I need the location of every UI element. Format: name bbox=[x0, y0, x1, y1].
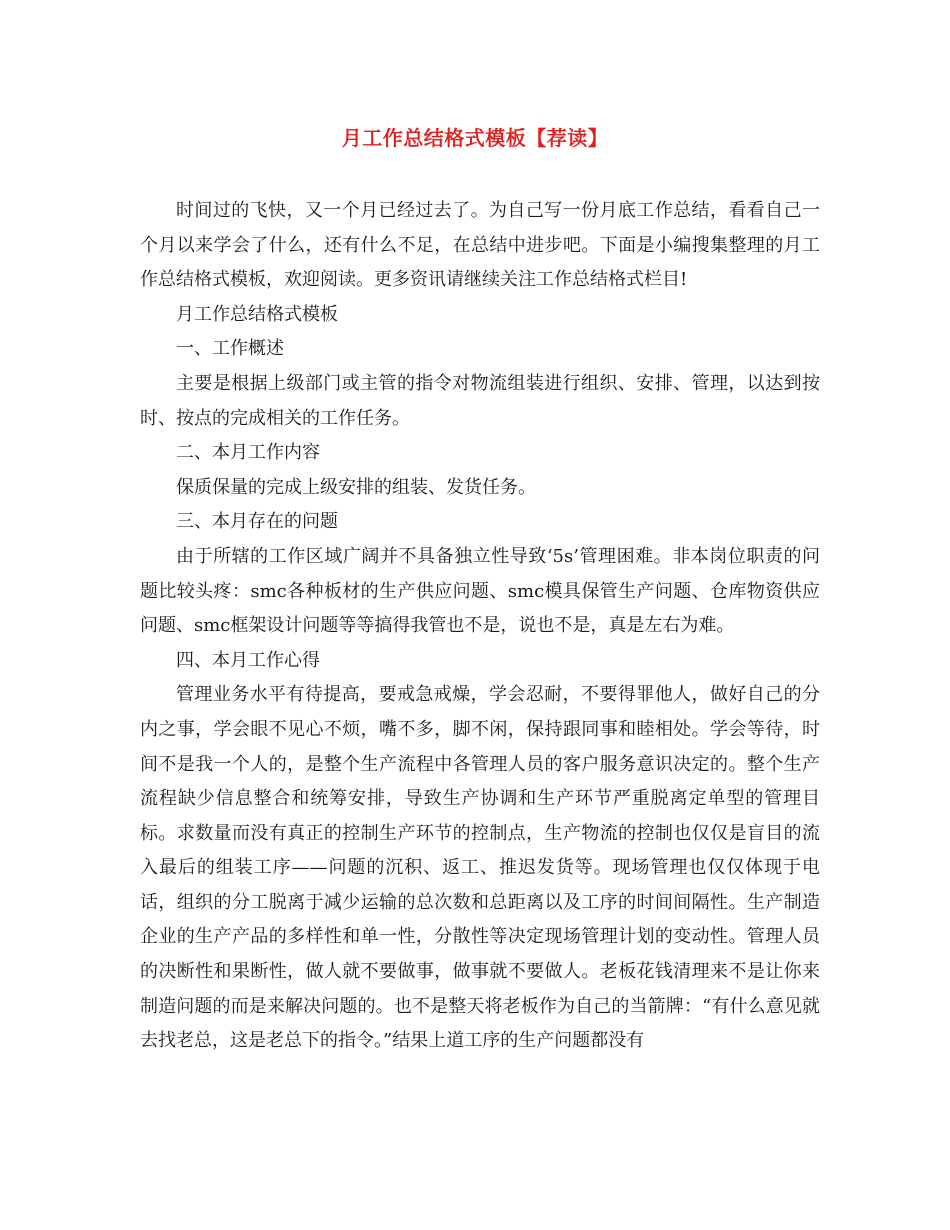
problems-paragraph: 由于所辖的工作区域广阔并不具备独立性导致‘5s’管理困难。非本岗位职责的问题比较头疼：smc各种板材的生产供应问题、smc模具保管生产问题、仓库物资供应问题、smc框架设计问题等等搞得我管也不是，说也不是，真是左右为难。 bbox=[140, 545, 820, 637]
overview-paragraph: 主要是根据上级部门或主管的指令对物流组装进行组织、安排、管理，以达到按时、按点的完成相关的工作任务。 bbox=[140, 372, 820, 429]
section-heading-problems: 三、本月存在的问题 bbox=[176, 511, 338, 533]
document-title: 月工作总结格式模板【荐读】 bbox=[341, 126, 609, 150]
insights-paragraph: 管理业务水平有待提高，要戒急戒燥，学会忍耐，不要得罪他人，做好自己的分内之事，学会眼不见心不烦，嘴不多，脚不闲，保持跟同事和睦相处。学会等待，时间不是我一个人的，是整个生产流程中各管理人员的客户服务意识决定的。整个生产流程缺少信息整合和统筹安排，导致生产协调和生产环节严重脱离定单型的管理目标。求数量而没有真正的控制生产环节的控制点，生产物流的控制也仅仅是盲目的流入最后的组装工序——问题的沉积、返工、推迟发货等。现场管理也仅仅体现于电话，组织的分工脱离于减少运输的总次数和总距离以及工序的时间间隔性。生产制造企业的生产产品的多样性和单一性，分散性等决定现场管理计划的变动性。管理人员的决断性和果断性，做人就不要做事，做事就不要做人。老板花钱清理来不是让你来制造问题的而是来解决问题的。也不是整天将老板作为自己的当箭牌：“有什么意见就去找老总，这是老总下的指令。”结果上道工序的生产问题都没有 bbox=[140, 684, 820, 1052]
content-paragraph: 保质保量的完成上级安排的组装、发货任务。 bbox=[176, 476, 536, 498]
document-body bbox=[140, 194, 820, 1059]
section-heading-template: 月工作总结格式模板 bbox=[176, 303, 338, 325]
section-heading-content: 二、本月工作内容 bbox=[176, 442, 320, 464]
section-heading-insights: 四、本月工作心得 bbox=[176, 649, 320, 671]
section-heading-overview: 一、工作概述 bbox=[176, 338, 284, 360]
intro-paragraph: 时间过的飞快，又一个月已经过去了。为自己写一份月底工作总结，看看自己一个月以来学会了什么，还有什么不足，在总结中进步吧。下面是小编搜集整理的月工作总结格式模板，欢迎阅读。更多资讯请继续关注工作总结格式栏目! bbox=[140, 200, 820, 291]
